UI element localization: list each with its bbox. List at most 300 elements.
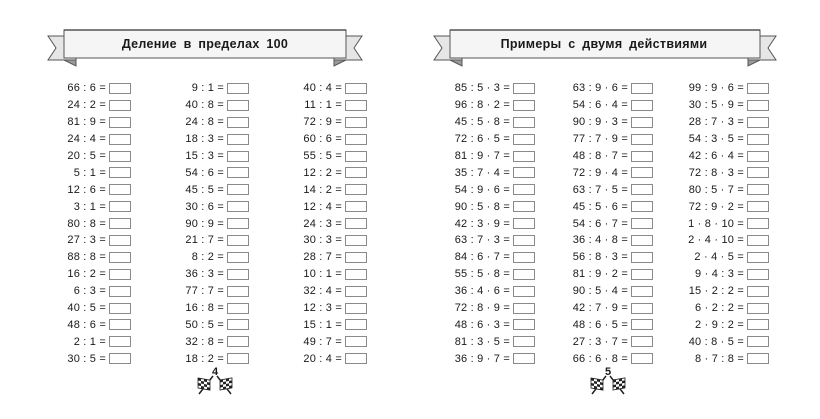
answer-box[interactable] xyxy=(631,235,653,246)
exercise-row xyxy=(276,350,367,367)
expression: 54 : 9 · 6 = xyxy=(454,183,510,196)
answer-box[interactable] xyxy=(345,184,367,195)
answer-box[interactable] xyxy=(227,235,249,246)
exercise-row xyxy=(276,198,367,215)
exercise-row xyxy=(556,97,653,114)
answer-box[interactable] xyxy=(227,336,249,347)
answer-box[interactable] xyxy=(345,83,367,94)
answer-box[interactable] xyxy=(227,151,249,162)
expression: 48 : 6 · 3 = xyxy=(454,318,510,331)
answer-box[interactable] xyxy=(747,100,769,111)
answer-box[interactable] xyxy=(513,235,535,246)
expression: 54 : 6 · 4 = xyxy=(572,99,628,112)
exercise-row xyxy=(556,164,653,181)
expression: 81 : 3 · 5 = xyxy=(454,335,510,348)
exercise-row xyxy=(276,215,367,232)
exercise-row xyxy=(674,97,769,114)
expression: 12 : 6 = xyxy=(67,183,106,196)
expression: 48 : 8 · 7 = xyxy=(572,150,628,162)
exercise-row xyxy=(556,232,653,249)
expression: 10 : 1 = xyxy=(303,268,342,281)
expression: 42 : 7 · 9 = xyxy=(572,302,628,315)
expression: 36 : 4 · 6 = xyxy=(454,285,510,298)
answer-box[interactable] xyxy=(109,353,131,364)
answer-box[interactable] xyxy=(109,252,131,263)
page-title: Примеры с двумя действиями xyxy=(500,37,708,51)
answer-box[interactable] xyxy=(513,252,535,263)
exercise-row xyxy=(160,350,249,367)
expression: 8 · 7 : 8 = xyxy=(695,352,744,365)
answer-box[interactable] xyxy=(227,353,249,364)
exercise-row xyxy=(440,181,535,198)
expression: 77 : 7 · 9 = xyxy=(572,133,628,146)
expression: 15 · 2 : 2 = xyxy=(688,285,744,298)
right-page xyxy=(410,0,820,419)
expression: 90 : 5 · 4 = xyxy=(572,285,628,298)
exercise-row xyxy=(556,198,653,215)
answer-box[interactable] xyxy=(227,252,249,263)
answer-box[interactable] xyxy=(345,269,367,280)
exercise-row xyxy=(440,300,535,317)
exercise-row xyxy=(440,333,535,350)
answer-box[interactable] xyxy=(747,184,769,195)
expression: 9 : 1 = xyxy=(191,82,224,95)
expression: 72 : 9 · 2 = xyxy=(688,200,744,213)
exercise-row xyxy=(674,300,769,317)
answer-box[interactable] xyxy=(747,269,769,280)
answer-box[interactable] xyxy=(227,184,249,195)
exercise-row xyxy=(440,148,535,165)
answer-box[interactable] xyxy=(513,83,535,94)
expression: 6 · 2 : 2 = xyxy=(695,302,744,315)
answer-box[interactable] xyxy=(345,353,367,364)
exercise-row xyxy=(556,350,653,367)
exercise-row xyxy=(674,164,769,181)
exercise-row xyxy=(276,232,367,249)
answer-box[interactable] xyxy=(109,134,131,145)
answer-box[interactable] xyxy=(513,184,535,195)
answer-box[interactable] xyxy=(345,117,367,128)
answer-box[interactable] xyxy=(631,336,653,347)
expression: 54 : 6 · 7 = xyxy=(572,217,628,230)
answer-box[interactable] xyxy=(631,252,653,263)
exercise-row xyxy=(440,215,535,232)
exercise-row xyxy=(440,198,535,215)
exercise-row xyxy=(674,350,769,367)
expression: 96 : 8 · 2 = xyxy=(454,99,510,112)
answer-box[interactable] xyxy=(513,100,535,111)
exercise-row xyxy=(674,181,769,198)
exercise-row xyxy=(276,114,367,131)
exercise-column-2 xyxy=(160,80,249,367)
answer-box[interactable] xyxy=(513,303,535,314)
answer-box[interactable] xyxy=(747,134,769,145)
exercise-row xyxy=(40,198,131,215)
answer-box[interactable] xyxy=(631,151,653,162)
answer-box[interactable] xyxy=(345,252,367,263)
page-number-badge xyxy=(588,366,628,396)
answer-box[interactable] xyxy=(631,286,653,297)
expression: 77 : 7 = xyxy=(185,285,224,298)
expression: 80 : 5 · 7 = xyxy=(688,183,744,196)
answer-box[interactable] xyxy=(513,151,535,162)
exercise-row xyxy=(556,148,653,165)
exercise-row xyxy=(276,164,367,181)
exercise-row xyxy=(160,266,249,283)
exercise-row xyxy=(40,350,131,367)
exercise-row xyxy=(276,80,367,97)
expression: 24 : 4 = xyxy=(67,133,106,146)
answer-box[interactable] xyxy=(513,269,535,280)
answer-box[interactable] xyxy=(109,269,131,280)
answer-box[interactable] xyxy=(345,336,367,347)
expression: 36 : 4 · 8 = xyxy=(572,234,628,247)
exercise-row xyxy=(440,350,535,367)
page-number: 5 xyxy=(604,366,612,378)
answer-box[interactable] xyxy=(747,235,769,246)
answer-box[interactable] xyxy=(631,184,653,195)
expression: 42 : 3 · 9 = xyxy=(454,217,510,230)
exercise-row xyxy=(556,266,653,283)
expression: 28 : 7 = xyxy=(303,251,342,264)
answer-box[interactable] xyxy=(513,353,535,364)
exercise-row xyxy=(276,181,367,198)
expression: 15 : 3 = xyxy=(185,150,224,162)
expression: 1 · 8 · 10 = xyxy=(688,217,744,230)
exercise-row xyxy=(40,164,131,181)
expression: 45 : 5 · 6 = xyxy=(572,200,628,213)
exercise-row xyxy=(160,97,249,114)
answer-box[interactable] xyxy=(227,117,249,128)
exercise-row xyxy=(556,80,653,97)
answer-box[interactable] xyxy=(631,319,653,330)
expression: 6 : 3 = xyxy=(73,285,106,298)
expression: 8 : 2 = xyxy=(191,251,224,264)
expression: 32 : 8 = xyxy=(185,335,224,348)
exercise-row xyxy=(556,114,653,131)
exercise-row xyxy=(40,249,131,266)
exercise-row xyxy=(160,181,249,198)
expression: 63 : 9 · 6 = xyxy=(572,82,628,95)
expression: 54 : 6 = xyxy=(185,166,224,179)
expression: 60 : 6 = xyxy=(303,133,342,146)
exercise-row xyxy=(440,249,535,266)
expression: 27 : 3 = xyxy=(67,234,106,247)
answer-box[interactable] xyxy=(345,151,367,162)
answer-box[interactable] xyxy=(109,151,131,162)
answer-box[interactable] xyxy=(109,184,131,195)
exercise-row xyxy=(276,249,367,266)
answer-box[interactable] xyxy=(109,319,131,330)
exercise-row xyxy=(440,266,535,283)
exercise-row xyxy=(440,131,535,148)
exercise-row xyxy=(674,232,769,249)
answer-box[interactable] xyxy=(513,134,535,145)
answer-box[interactable] xyxy=(631,353,653,364)
answer-box[interactable] xyxy=(227,201,249,212)
answer-box[interactable] xyxy=(109,100,131,111)
exercise-row xyxy=(556,249,653,266)
answer-box[interactable] xyxy=(631,218,653,229)
expression: 14 : 2 = xyxy=(303,183,342,196)
exercise-row xyxy=(674,316,769,333)
exercise-row xyxy=(40,215,131,232)
expression: 20 : 5 = xyxy=(67,150,106,162)
expression: 80 : 8 = xyxy=(67,217,106,230)
expression: 30 : 5 = xyxy=(67,352,106,365)
exercise-row xyxy=(556,131,653,148)
expression: 36 : 9 · 7 = xyxy=(454,352,510,365)
answer-box[interactable] xyxy=(109,201,131,212)
exercise-row xyxy=(276,316,367,333)
expression: 72 : 8 · 3 = xyxy=(688,166,744,179)
expression: 72 : 9 · 4 = xyxy=(572,166,628,179)
exercise-row xyxy=(160,333,249,350)
expression: 42 : 6 · 4 = xyxy=(688,150,744,162)
answer-box[interactable] xyxy=(631,83,653,94)
exercise-row xyxy=(160,283,249,300)
expression: 81 : 9 · 7 = xyxy=(454,150,510,162)
expression: 99 : 9 · 6 = xyxy=(688,82,744,95)
answer-box[interactable] xyxy=(631,269,653,280)
exercise-row xyxy=(40,114,131,131)
answer-box[interactable] xyxy=(513,167,535,178)
exercise-row xyxy=(40,97,131,114)
expression: 16 : 2 = xyxy=(67,268,106,281)
expression: 55 : 5 · 8 = xyxy=(454,268,510,281)
expression: 54 : 3 · 5 = xyxy=(688,133,744,146)
expression: 81 : 9 = xyxy=(67,116,106,129)
exercise-row xyxy=(160,232,249,249)
exercise-row xyxy=(160,131,249,148)
answer-box[interactable] xyxy=(109,218,131,229)
exercise-column-3 xyxy=(674,80,769,367)
expression: 40 : 4 = xyxy=(303,82,342,95)
answer-box[interactable] xyxy=(227,100,249,111)
exercise-row xyxy=(674,249,769,266)
expression: 90 : 9 · 3 = xyxy=(572,116,628,129)
page-title: Деление в пределах 100 xyxy=(121,37,289,51)
page-number: 4 xyxy=(211,366,219,378)
answer-box[interactable] xyxy=(513,336,535,347)
expression: 35 : 7 · 4 = xyxy=(454,166,510,179)
answer-box[interactable] xyxy=(747,319,769,330)
answer-box[interactable] xyxy=(631,117,653,128)
exercise-row xyxy=(40,232,131,249)
exercise-row xyxy=(556,215,653,232)
expression: 66 : 6 = xyxy=(67,82,106,95)
answer-box[interactable] xyxy=(227,167,249,178)
answer-box[interactable] xyxy=(631,303,653,314)
exercise-row xyxy=(160,215,249,232)
exercise-row xyxy=(674,80,769,97)
answer-box[interactable] xyxy=(227,218,249,229)
answer-box[interactable] xyxy=(631,201,653,212)
expression: 2 · 9 : 2 = xyxy=(695,318,744,331)
expression: 56 : 8 · 3 = xyxy=(572,251,628,264)
exercise-row xyxy=(40,316,131,333)
exercise-row xyxy=(40,181,131,198)
exercise-row xyxy=(276,333,367,350)
exercise-row xyxy=(40,131,131,148)
exercise-row xyxy=(556,316,653,333)
exercise-row xyxy=(276,97,367,114)
answer-box[interactable] xyxy=(109,235,131,246)
expression: 16 : 8 = xyxy=(185,302,224,315)
exercise-row xyxy=(276,131,367,148)
expression: 66 : 6 · 8 = xyxy=(572,352,628,365)
expression: 50 : 5 = xyxy=(185,318,224,331)
exercise-row xyxy=(160,300,249,317)
exercise-row xyxy=(160,148,249,165)
answer-box[interactable] xyxy=(631,100,653,111)
exercise-row xyxy=(674,131,769,148)
answer-box[interactable] xyxy=(747,353,769,364)
answer-box[interactable] xyxy=(747,303,769,314)
expression: 90 : 5 · 8 = xyxy=(454,200,510,213)
exercise-row xyxy=(556,181,653,198)
exercise-row xyxy=(40,300,131,317)
exercise-row xyxy=(556,300,653,317)
expression: 63 : 7 · 5 = xyxy=(572,183,628,196)
expression: 48 : 6 · 5 = xyxy=(572,318,628,331)
expression: 24 : 3 = xyxy=(303,217,342,230)
exercise-row xyxy=(160,80,249,97)
answer-box[interactable] xyxy=(345,286,367,297)
expression: 12 : 2 = xyxy=(303,166,342,179)
expression: 85 : 5 · 3 = xyxy=(454,82,510,95)
exercise-column-1 xyxy=(440,80,535,367)
answer-box[interactable] xyxy=(109,286,131,297)
answer-box[interactable] xyxy=(227,303,249,314)
answer-box[interactable] xyxy=(345,319,367,330)
exercise-row xyxy=(40,283,131,300)
exercise-row xyxy=(160,198,249,215)
exercise-column-3 xyxy=(276,80,367,367)
answer-box[interactable] xyxy=(227,269,249,280)
answer-box[interactable] xyxy=(747,218,769,229)
exercise-row xyxy=(440,316,535,333)
answer-box[interactable] xyxy=(345,100,367,111)
exercise-row xyxy=(674,198,769,215)
expression: 12 : 3 = xyxy=(303,302,342,315)
expression: 32 : 4 = xyxy=(303,285,342,298)
exercise-column-2 xyxy=(556,80,653,367)
exercise-row xyxy=(276,148,367,165)
answer-box[interactable] xyxy=(109,117,131,128)
expression: 5 : 1 = xyxy=(73,166,106,179)
answer-box[interactable] xyxy=(345,218,367,229)
exercise-row xyxy=(674,266,769,283)
expression: 90 : 9 = xyxy=(185,217,224,230)
expression: 72 : 8 · 9 = xyxy=(454,302,510,315)
expression: 12 : 4 = xyxy=(303,200,342,213)
page-number-badge xyxy=(195,366,235,396)
answer-box[interactable] xyxy=(345,201,367,212)
answer-box[interactable] xyxy=(345,134,367,145)
expression: 55 : 5 = xyxy=(303,150,342,162)
expression: 18 : 2 = xyxy=(185,352,224,365)
exercise-row xyxy=(440,283,535,300)
exercise-row xyxy=(40,148,131,165)
answer-box[interactable] xyxy=(227,286,249,297)
exercise-row xyxy=(556,283,653,300)
answer-box[interactable] xyxy=(109,83,131,94)
answer-box[interactable] xyxy=(747,286,769,297)
exercise-row xyxy=(40,266,131,283)
exercise-row xyxy=(556,333,653,350)
answer-box[interactable] xyxy=(109,167,131,178)
expression: 24 : 2 = xyxy=(67,99,106,112)
expression: 21 : 7 = xyxy=(185,234,224,247)
answer-box[interactable] xyxy=(747,336,769,347)
exercise-row xyxy=(440,80,535,97)
exercise-row xyxy=(440,232,535,249)
answer-box[interactable] xyxy=(747,201,769,212)
expression: 28 : 7 · 3 = xyxy=(688,116,744,129)
exercise-row xyxy=(40,80,131,97)
expression: 84 : 6 · 7 = xyxy=(454,251,510,264)
expression: 30 : 6 = xyxy=(185,200,224,213)
answer-box[interactable] xyxy=(747,151,769,162)
answer-box[interactable] xyxy=(747,117,769,128)
expression: 27 : 3 · 7 = xyxy=(572,335,628,348)
answer-box[interactable] xyxy=(513,117,535,128)
answer-box[interactable] xyxy=(747,252,769,263)
answer-box[interactable] xyxy=(227,134,249,145)
answer-box[interactable] xyxy=(109,336,131,347)
answer-box[interactable] xyxy=(747,83,769,94)
exercise-row xyxy=(160,164,249,181)
expression: 24 : 8 = xyxy=(185,116,224,129)
exercise-row xyxy=(40,333,131,350)
answer-box[interactable] xyxy=(631,167,653,178)
answer-box[interactable] xyxy=(631,134,653,145)
answer-box[interactable] xyxy=(227,83,249,94)
expression: 45 : 5 = xyxy=(185,183,224,196)
answer-box[interactable] xyxy=(345,167,367,178)
exercise-row xyxy=(674,114,769,131)
answer-box[interactable] xyxy=(513,286,535,297)
answer-box[interactable] xyxy=(227,319,249,330)
answer-box[interactable] xyxy=(513,218,535,229)
answer-box[interactable] xyxy=(513,319,535,330)
answer-box[interactable] xyxy=(109,303,131,314)
exercise-row xyxy=(674,283,769,300)
exercise-row xyxy=(440,114,535,131)
expression: 36 : 3 = xyxy=(185,268,224,281)
answer-box[interactable] xyxy=(513,201,535,212)
expression: 48 : 6 = xyxy=(67,318,106,331)
answer-box[interactable] xyxy=(747,167,769,178)
expression: 9 · 4 : 3 = xyxy=(695,268,744,281)
exercise-row xyxy=(276,266,367,283)
exercise-column-1 xyxy=(40,80,131,367)
expression: 72 : 9 = xyxy=(303,116,342,129)
answer-box[interactable] xyxy=(345,235,367,246)
expression: 30 : 5 · 9 = xyxy=(688,99,744,112)
answer-box[interactable] xyxy=(345,303,367,314)
exercise-row xyxy=(440,164,535,181)
expression: 2 · 4 · 10 = xyxy=(688,234,744,247)
exercise-row xyxy=(674,148,769,165)
exercise-row xyxy=(674,333,769,350)
expression: 88 : 8 = xyxy=(67,251,106,264)
expression: 15 : 1 = xyxy=(303,318,342,331)
expression: 30 : 3 = xyxy=(303,234,342,247)
exercise-row xyxy=(160,316,249,333)
expression: 81 : 9 · 2 = xyxy=(572,268,628,281)
